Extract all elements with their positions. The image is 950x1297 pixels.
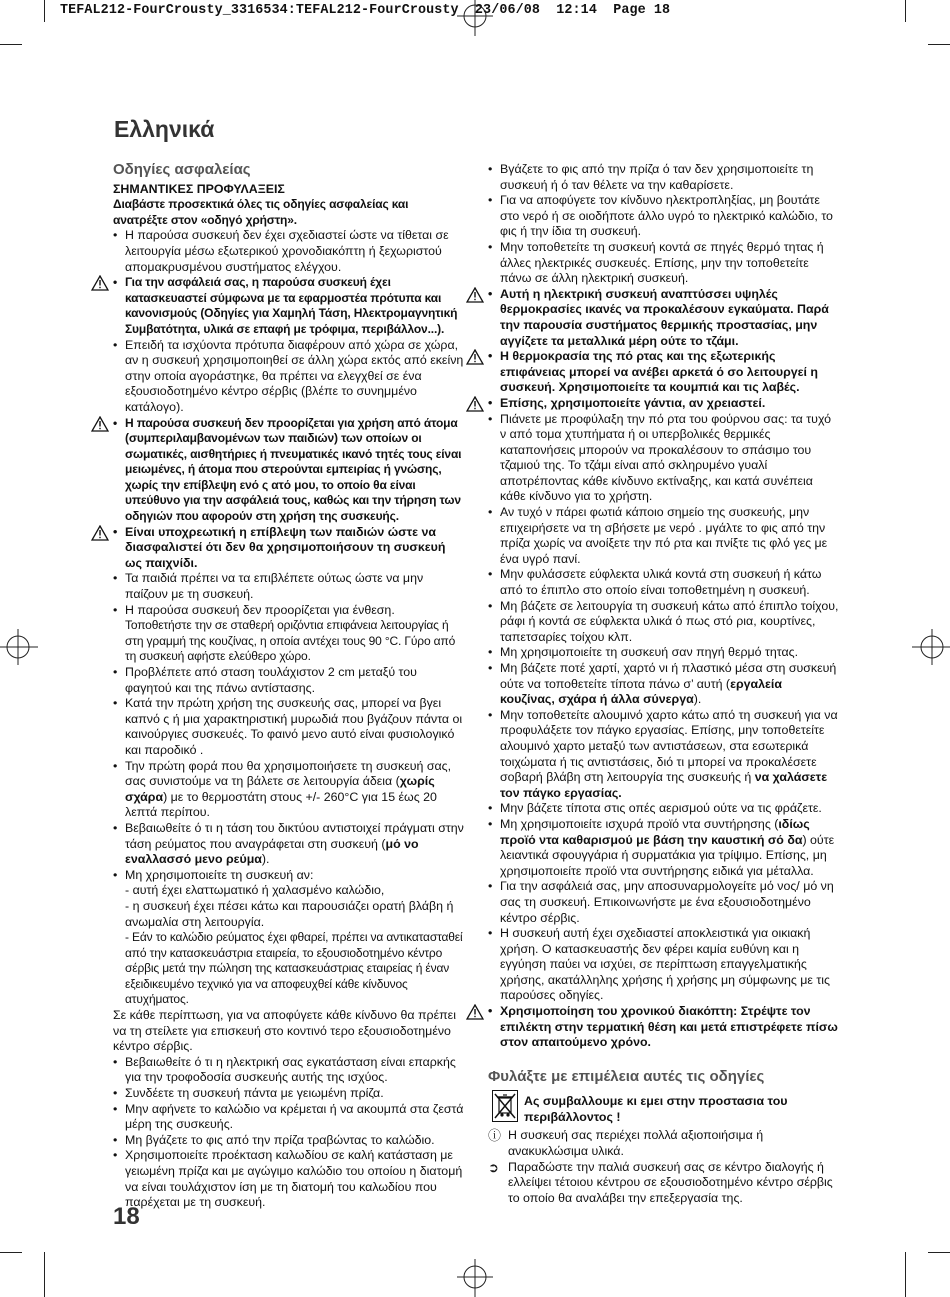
list-item: • Η παρούσα συσκευή δεν προορίζεται για ένθεση.	[113, 603, 465, 619]
crop-mark	[905, 1252, 906, 1297]
list-item: • Μη χρησιμοποιείτε τη συσκευή αν:	[113, 868, 465, 884]
paragraph: Σε κάθε περίπτωση, για να αποφύγετε κάθε κίνδυνο θα πρέπει να τη στείλετε για επισκευή στο κοντινό τερο εξουσιοδοτημένο κέντρο σέρβις.	[113, 1008, 456, 1054]
left-column	[113, 160, 465, 1211]
keep-instructions-heading: Φυλάξτε με επιμέλεια αυτές τις οδηγίες	[488, 1067, 765, 1085]
text-run: ).	[261, 852, 270, 867]
warning-item	[488, 396, 840, 412]
text-run: Μη χρησιμοποιείτε ισχυρά προϊό ντα συντήρησης (	[500, 816, 779, 831]
list-item	[113, 821, 465, 868]
warning-item	[113, 275, 465, 337]
text-run: ) ούτε λειαντικά σφουγγάρια ή συρματάκια για τρίψιμο. Επίσης, μη χρησιμοποιείτε προϊό ντα συντήρησης ειδικά για μέταλλα.	[500, 832, 835, 878]
text-run: ).	[693, 692, 702, 707]
list-item: • Μη βγάζετε το φις από την πρίζα τραβώντας το καλώδιο.	[113, 1133, 465, 1149]
warning-icon	[466, 1004, 484, 1020]
list-item: • Προβλέπετε από σταση τουλάχιστον 2 cm μεταξύ του φαγητού και της πάνω αντίστασης.	[113, 665, 465, 696]
list-item-continued: Τοποθετήστε την σε σταθερή οριζόντια επιφάνεια λειτουργίας ή στη γραμμή της κουζίνας, η οποία αντέχει τους 90 °C. Γύρο από τη συσκευή αφήστε ελεύθερο χώρο.	[125, 618, 456, 664]
list-item: • Χρησιμοποιείτε προέκταση καλωδίου σε καλή κατάσταση με γειωμένη πρίζα και με αγώγιμο καλώδιο του οποίου η διατομή να είναι τουλάχιστον ίση με τη διατομή του καλωδίου που παρέχεται με τη συσκευή.	[113, 1148, 465, 1210]
crop-mark	[928, 1252, 950, 1253]
list-item: • Τα παιδιά πρέπει να τα επιβλέπετε ούτως ώστε να μην παίζουν με τη συσκευή.	[113, 571, 465, 602]
arrow-icon: ➲	[488, 1159, 499, 1175]
intro-text: Διαβάστε προσεκτικά όλες τις οδηγίες ασφαλείας και ανατρέξτε στον «οδηγό χρήστη».	[113, 197, 409, 227]
crossed-bin-icon	[492, 1090, 518, 1122]
warning-text: • Είναι υποχρεωτική η επίβλεψη των παιδιών ώστε να διασφαλιστεί ότι δεν θα χρησιμοποιήσουν τη συσκευή ως παιχνίδι.	[113, 525, 465, 572]
list-item: • Η συσκευή αυτή έχει σχεδιαστεί αποκλειστικά για οικιακή χρήση. Ο κατασκευαστής δεν φέρει καμία ευθύνη και η εγγύηση παύει να ισχύει, σε περίπτωση επαγγελματικής χρήσης, ακατάλληλης χρήσης ή χρήσης μη σύμφωνης με τις παρούσες οδηγίες.	[488, 926, 840, 1004]
text-run-bold: χωρίς σχάρα	[125, 774, 435, 804]
list-item: • Η παρούσα συσκευή δεν έχει σχεδιαστεί ώστε να τίθεται σε λειτουργία μέσω εξωτερικού χρονοδιακόπτη ή ξεχωριστού απομακρυσμένου συστήματος ελέγχου.	[113, 228, 465, 275]
list-item: • Για την ασφάλειά σας, μην αποσυναρμολογείτε μό νος/ μό νη σας τη συσκευή. Επικοινωνήστε με ένα εξουσιοδοτημένο κέντρο σέρβις.	[488, 879, 840, 926]
crop-mark	[0, 44, 22, 45]
recycle-item	[488, 1160, 840, 1207]
warning-item	[488, 287, 840, 349]
warning-text: • Για την ασφάλειά σας, η παρούσα συσκευή έχει κατασκευαστεί σύμφωνα με τα εφαρμοστέα πρότυπα και κανονισμούς (Οδηγίες για Χαμηλή Τάση, Ηλεκτρομαγνητική Συμβατότητα, υλικά σε επαφή με τρόφιμα, περιβάλλον...).	[113, 275, 465, 337]
text-run: Μην τοποθετείτε αλουμινό χαρτο κάτω από τη συσκευή για να προφυλάξετε τον πάγκο εργασίας. Επίσης, μην τοποθετείτε αλουμινό χαρτο μεταξύ των αντιστάσεων, στα εσωτερικά τοιχώματα ή τις αντιστάσεις, διό τι μπορεί να προκαλέσετε σοβαρή βλάβη στη λειτουργία της συσκευής ή	[500, 707, 838, 785]
registration-mark-top	[455, 0, 495, 36]
crop-mark	[0, 1252, 22, 1253]
environment-heading-text: Ας συμβαλλουμε κι εμει στην προστασια του περιβάλλοντος !	[524, 1094, 788, 1125]
list-item: • Αν τυχό ν πάρει φωτιά κάποιο σημείο της συσκευής, μην επιχειρήσετε να τη σβήσετε με νερό . μγάλτε το φις από την πρίζα χωρίς να ανοίξετε την πό ρτα και πνίξτε τις φλό γες με ένα υγρό πανί.	[488, 505, 840, 567]
dash-item: - αυτή έχει ελαττωματικό ή χαλασμένο καλώδιο,	[125, 883, 385, 898]
crop-mark	[44, 1252, 45, 1297]
crop-mark	[905, 0, 906, 22]
right-column	[488, 162, 840, 1206]
warning-icon	[91, 416, 109, 432]
warning-item	[488, 1004, 840, 1051]
warning-text: • Χρησιμοποίηση του χρονικού διακόπτη: Στρέψτε τον επιλέκτη στην τερματική θέση και μετά επιστρέφετε πίσω στον απαιτούμενο χρόνο.	[488, 1004, 840, 1051]
registration-mark-left	[0, 627, 40, 667]
list-item: • Μην βάζετε τίποτα στις οπές αερισμού ούτε να τις φράζετε.	[488, 801, 840, 817]
warning-text: • Επίσης, χρησιμοποιείτε γάντια, αν χρειαστεί.	[488, 396, 840, 412]
text-run-bold: μό νο εναλλασσό μενο ρεύμα	[125, 836, 419, 867]
list-item	[488, 708, 840, 802]
text-run: Την πρώτη φορά που θα χρησιμοποιήσετε τη συσκευή σας, σας συνιστούμε να τη βάλετε σε λειτουργία άδεια (	[125, 758, 452, 789]
registration-mark-right	[910, 627, 950, 667]
warning-icon	[466, 287, 484, 303]
list-item: • Συνδέετε τη συσκευή πάντα με γειωμένη πρίζα.	[113, 1086, 465, 1102]
list-item: • Για να αποφύγετε τον κίνδυνο ηλεκτροπληξίας, μη βουτάτε στο νερό ή σε οιοδήποτε άλλο υγρό το ηλεκτρικό καλώδιο, το φις ή την ίδια τη συσκευή.	[488, 193, 840, 240]
page-number: 18	[113, 1203, 140, 1230]
warning-icon	[466, 396, 484, 412]
warning-icon	[91, 275, 109, 291]
list-item: • Βγάζετε το φις από την πρίζα ό ταν δεν χρησιμοποιείτε τη συσκευή ή ό ταν θέλετε να την καθαρίσετε.	[488, 162, 840, 193]
registration-mark-bottom	[455, 1257, 495, 1297]
section-heading: Οδηγίες ασφαλείας	[113, 161, 251, 178]
warning-text: • Η παρούσα συσκευή δεν προορίζεται για χρήση από άτομα (συμπεριλαμβανομένων των παιδιών) των οποίων οι σωματικές, αισθητήριες ή πνευματικές ικανό τητές τους είναι μειωμένες, ή άτομα που στερούνται εμπειρίας ή γνώσης, χωρίς την επίβλεψη ενό ς ατό μου, το οποίο θα είναι υπεύθυνο για την ασφάλειά τους, καθώς και την τήρηση των οδηγιών που αφορούν στη χρήση της συσκευής.	[113, 416, 465, 525]
text-run: Μη βάζετε ποτέ χαρτί, χαρτό νι ή πλαστικό μέσα στη συσκευή ούτε να τοποθετείτε τίποτα πάνω σ’ αυτή (	[500, 661, 837, 691]
list-item: • Επειδή τα ισχύοντα πρότυπα διαφέρουν από χώρα σε χώρα, αν η συσκευή χρησιμοποιηθεί σε άλλη χώρα εκτός από εκείνη στην οποία αγοράστηκε, θα πρέπει να ελεγχθεί σε ένα εξουσιοδοτημένο κέντρο σέρβις (βλέπε το συνημμένο κατάλογο).	[113, 338, 465, 416]
info-text: Η συσκευή σας περιέχει πολλά αξιοποιήσιμα ή ανακυκλώσιμα υλικά.	[508, 1128, 764, 1159]
info-icon: ⓘ	[488, 1128, 502, 1144]
text-run-bold: να χαλάσετε τον πάγκο εργασίας.	[500, 770, 828, 800]
important-precautions-heading: ΣΗΜΑΝΤΙΚΕΣ ΠΡΟΦΥΛΑΞΕΙΣ	[113, 181, 285, 196]
list-item: • Μην τοποθετείτε τη συσκευή κοντά σε πηγές θερμό τητας ή άλλες ηλεκτρικές συσκευές. Επίσης, μην την τοποθετείτε πάνω σε άλλη ηλεκτρική συσκευή.	[488, 240, 840, 287]
list-item	[488, 817, 840, 879]
list-item: • Κατά την πρώτη χρήση της συσκευής σας, μπορεί να βγει καπνό ς ή μια χαρακτηριστική μυρωδιά που βγάζουν πάντα οι καινούργιες συσκευές. Το φαινό μενο αυτό είναι φυσιολογικό και παροδικό .	[113, 696, 465, 758]
dash-item: - Εάν το καλώδιο ρεύματος έχει φθαρεί, πρέπει να αντικατασταθεί από την κατασκευάστρια εταιρεία, το εξουσιοδοτημένο κέντρο σέρβις μετά την πώληση της κατασκευάστριας εταιρείας ή έναν εξειδικευμένο τεχνικό για να αποφευχθεί κάθε κίνδυνος ατυχήματος.	[125, 930, 463, 1007]
dash-item: - η συσκευή έχει πέσει κάτω και παρουσιάζει ορατή βλάβη ή ανωμαλία στη λειτουργία.	[125, 898, 454, 929]
list-item	[113, 759, 465, 821]
text-run-bold: εργαλεία κουζίνας, σχάρα ή άλλα σύνεργα	[500, 676, 782, 707]
list-item: • Μην αφήνετε το καλώδιο να κρέμεται ή να ακουμπά στα ζεστά μέρη της συσκευής.	[113, 1102, 465, 1133]
warning-item	[113, 525, 465, 572]
list-item: • Βεβαιωθείτε ό τι η ηλεκτρική σας εγκατάσταση είναι επαρκής για την τροφοδοσία συσκευής αυτής της ισχύος.	[113, 1055, 465, 1086]
print-header-line: TEFAL212-FourCrousty_3316534:TEFAL212-FourCrousty 23/06/08 12:14 Page 18	[60, 3, 671, 18]
list-item	[488, 661, 840, 708]
warning-item	[113, 416, 465, 525]
warning-icon	[91, 525, 109, 541]
crop-mark	[44, 0, 45, 22]
list-item: • Μην φυλάσσετε εύφλεκτα υλικά κοντά στη συσκευή ή κάτω από το έπιπλο στο οποίο είναι τοποθετημένη η συσκευή.	[488, 567, 840, 598]
warning-icon	[466, 349, 484, 365]
list-item: • Μη βάζετε σε λειτουργία τη συσκευή κάτω από έπιπλο τοίχου, ράφι ή κοντά σε εύφλεκτα υλικά ό πως στό ρια, κουρτίνες, ταπετσαρίες τοίχου κλπ.	[488, 599, 840, 646]
warning-text: • Αυτή η ηλεκτρική συσκευή αναπτύσσει υψηλές θερμοκρασίες ικανές να προκαλέσουν εγκαύματα. Παρά την παρουσία συστήματος θερμικής προστασίας, μην αγγίζετε τα μεταλλικά μέρη ούτε το τζάμι.	[488, 287, 840, 349]
text-run: Βεβαιωθείτε ό τι η τάση του δικτύου αντιστοιχεί πράγματι στην τάση ρεύματος που αναγράφεται στη συσκευή (	[125, 820, 464, 851]
crop-mark	[928, 44, 950, 45]
recycle-text: Παραδώστε την παλιά συσκευή σας σε κέντρο διαλογής ή ελλείψει τέτοιου κέντρου σε εξουσιοδοτημένο κέντρο σέρβις το οποίο θα αναλάβει την επεξεργασία της.	[508, 1159, 833, 1205]
page-title: Ελληνικά	[114, 116, 215, 142]
list-item: • Μη χρησιμοποιείτε τη συσκευή σαν πηγή θερμό τητας.	[488, 645, 840, 661]
text-run-bold: ιδίως προϊό ντα καθαρισμού με βάση την καυστική σό δα	[500, 816, 810, 847]
info-item	[488, 1128, 840, 1159]
list-item: • Πιάνετε με προφύλαξη την πό ρτα του φούρνου σας: τα τυχό ν από τομα χτυπήματα ή οι υπερβολικές θερμικές καταπονήσεις μπορούν να προκαλέσουν το σπάσιμο του τζαμιού της. Το τζάμι είναι από σκληρυμένο γυαλί αποτρέποντας κάθε κίνδυνο εκτίναξης, και κατά συνέπεια κάθε κίνδυνο για το χρήστη.	[488, 412, 840, 506]
environment-heading	[488, 1094, 840, 1126]
text-run: ) με το θερμοστάτη στους +/- 260°C για 15 έως 20 λεπτά περίπου.	[125, 789, 437, 820]
warning-item	[488, 349, 840, 396]
warning-text: • Η θερμοκρασία της πό ρτας και της εξωτερικής επιφάνειας μπορεί να ανέβει αρκετά ό σο λειτουργεί η συσκευή. Χρησιμοποιείτε τα κουμπιά και τις λαβές.	[488, 349, 840, 396]
